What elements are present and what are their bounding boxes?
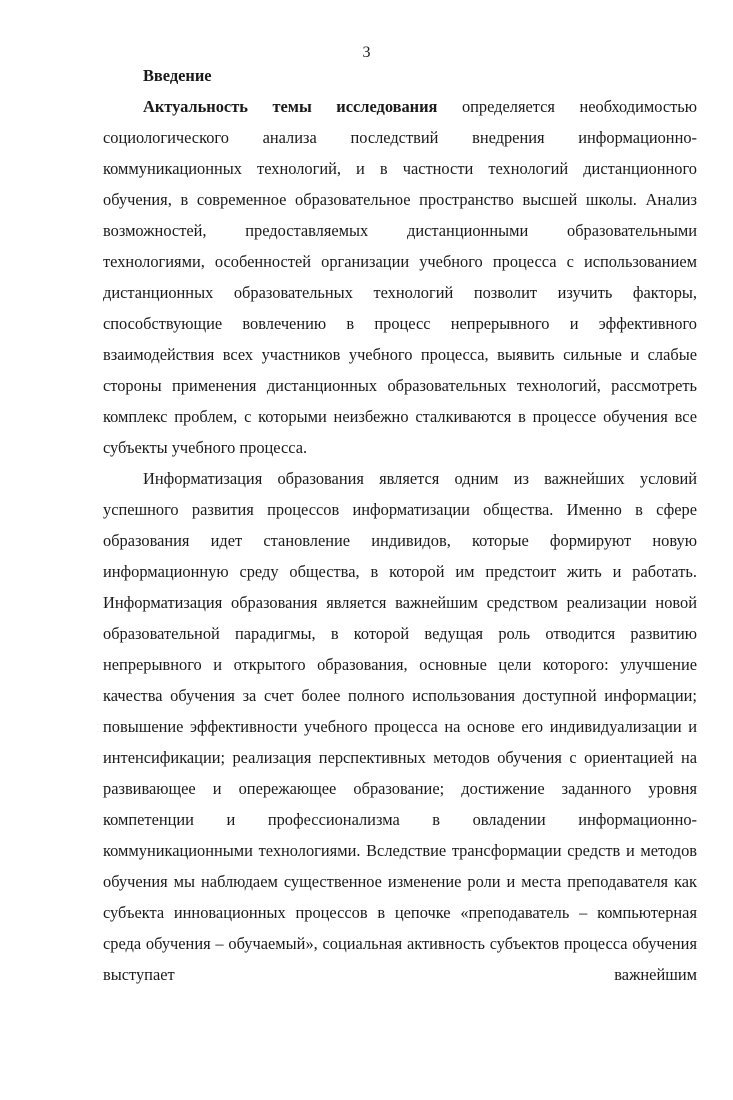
section-heading: Введение	[143, 66, 212, 85]
document-body	[103, 60, 697, 990]
paragraph-text: определяется необходимостью социологического анализа последствий внедрения информационно-коммуникационных технологий, и в частности технологий дистанционного обучения, в современное образовательное пространство высшей школы. Анализ возможностей, предоставляемых дистанционными образовательными технологиями, особенностей организации учебного процесса с использованием дистанционных образовательных технологий позволит изучить факторы, способствующие вовлечению в процесс непрерывного и эффективного взаимодействия всех участников учебного процесса, выявить сильные и слабые стороны применения дистанционных образовательных технологий, рассмотреть комплекс проблем, с которыми неизбежно сталкиваются в процессе обучения все субъекты учебного процесса.	[103, 97, 697, 457]
paragraph-lead-bold: Актуальность темы исследования	[143, 97, 438, 116]
paragraph-informatization: Информатизация образования является одним из важнейших условий успешного развития процессов информатизации общества. Именно в сфере образования идет становление индивидов, которые формируют новую информационную среду общества, в которой им предстоит жить и работать. Информатизация образования является важнейшим средством реализации новой образовательной парадигмы, в которой ведущая роль отводится развитию непрерывного и открытого образования, основные цели которого: улучшение качества обучения за счет более полного использования доступной информации; повышение эффективности учебного процесса на основе его индивидуализации и интенсификации; реализация перспективных методов обучения с ориентацией на развивающее и опережающее образование; достижение заданного уровня компетенции и профессионализма в овладении информационно-коммуникационными технологиями. Вследствие трансформации средств и методов обучения мы наблюдаем существенное изменение роли и места преподавателя как субъекта инновационных процессов в цепочке «преподаватель – компьютерная среда обучения – обучаемый», социальная активность субъектов процесса обучения выступает важнейшим	[103, 469, 697, 984]
page-number: 3	[362, 44, 371, 61]
paragraph-relevance	[103, 91, 697, 463]
